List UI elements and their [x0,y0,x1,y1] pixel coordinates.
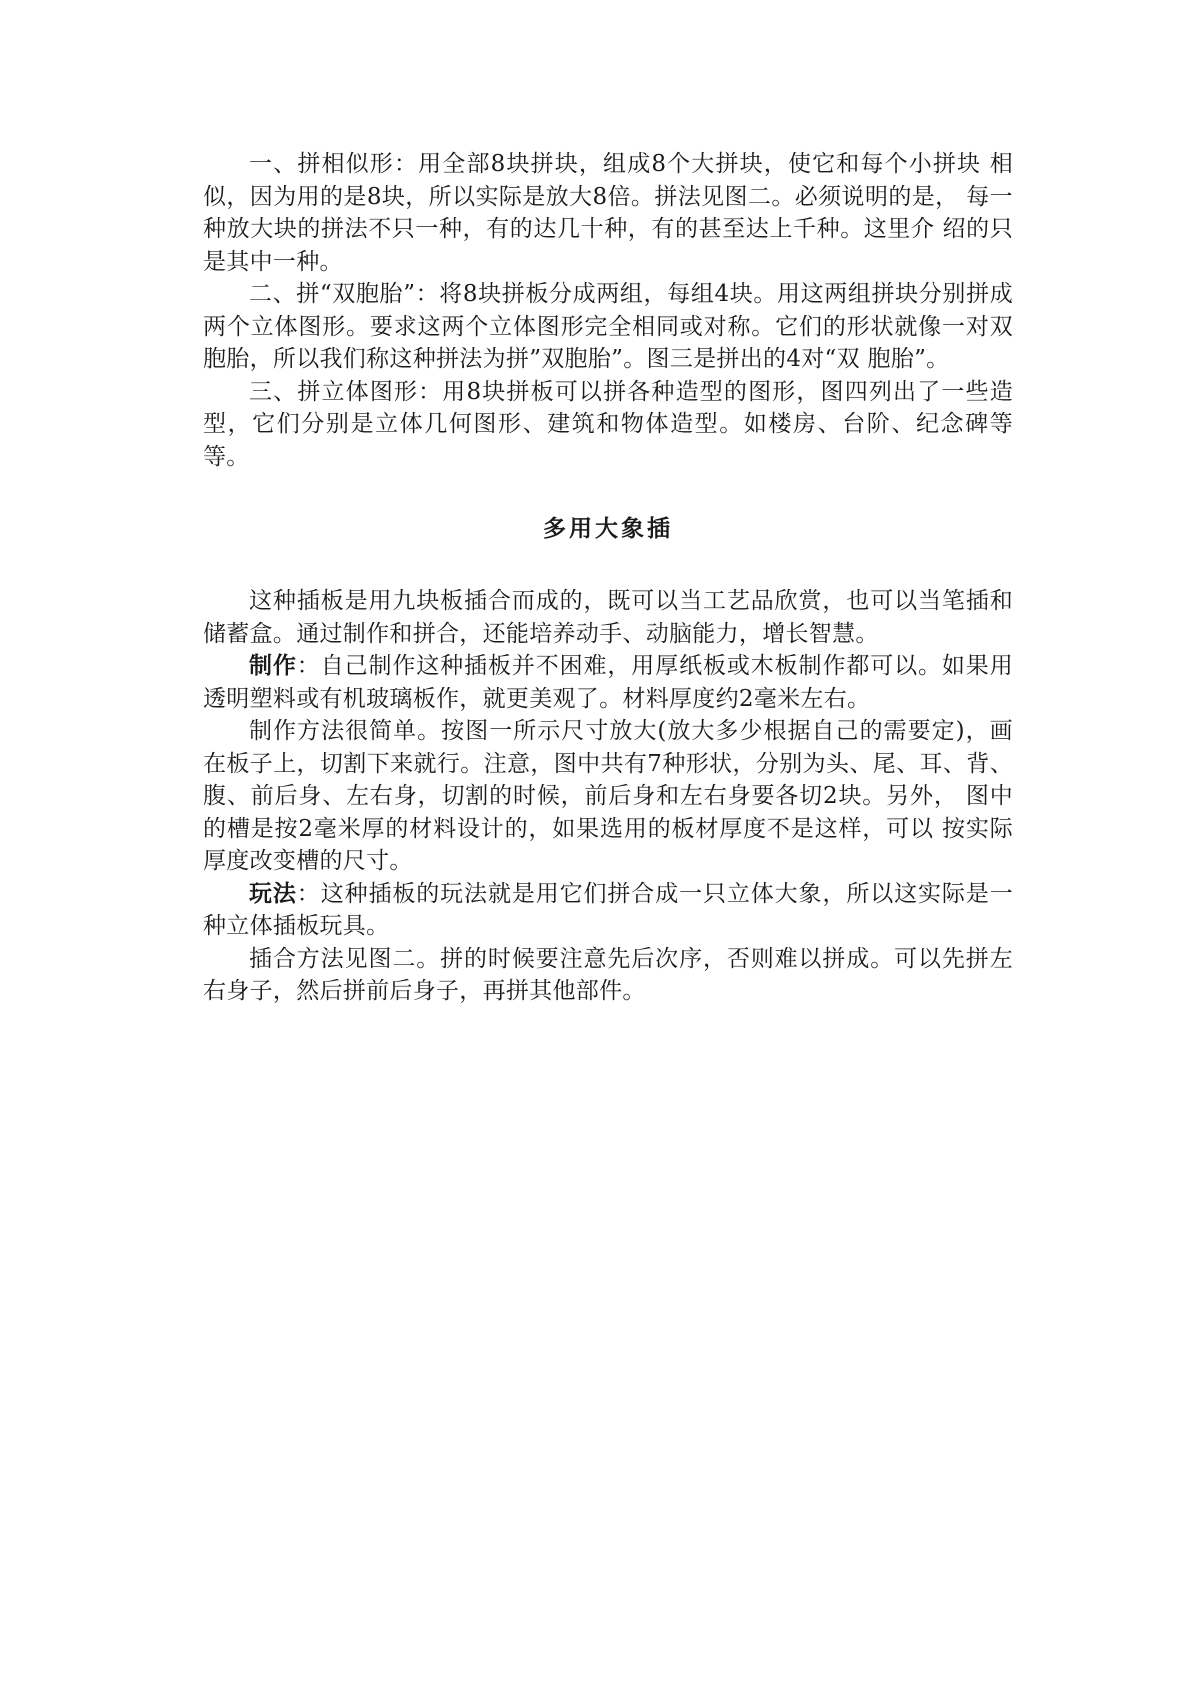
making-label: 制作 [249,653,297,679]
paragraph-intro: 这种插板是用九块板插合而成的，既可以当工艺品欣赏，也可以当笔插和储蓄盒。通过制作和拼合，还能培养动手、动脑能力，增长智慧。 [203,588,1013,647]
paragraph-twins: 二、拼“双胞胎”：将8块拼板分成两组，每组4块。用这两组拼块分别拼成两个立体图形。要求这两个立体图形完全相同或对称。它们的形状就像一对双胞胎，所以我们称这种拼法为拼”双胞胎”。图三是拼出的4对“双 胞胎”。 [203,281,1013,372]
paragraph-play [203,878,1013,943]
section-title: 多用大象插 [543,516,673,542]
document-page [203,148,1013,1008]
paragraph-making [203,650,1013,715]
paragraph-3d-shapes: 三、拼立体图形：用8块拼板可以拼各种造型的图形，图四列出了一些造型，它们分别是立体几何图形、建筑和物体造型。如楼房、台阶、纪念碑等等。 [203,378,1013,470]
play-text: ：这种插板的玩法就是用它们拼合成一只立体大象，所以这实际是一种立体插板玩具。 [203,880,1014,939]
making-text: ：自己制作这种插板并不困难，用厚纸板或木板制作都可以。如果用透明塑料或有机玻璃板作，就更美观了。材料厚度约2毫米左右。 [203,653,1014,712]
play-label: 玩法 [249,880,297,907]
paragraph-similar-shapes: 一、拼相似形：用全部8块拼块，组成8个大拼块，使它和每个小拼块 相似，因为用的是8块，所以实际是放大8倍。拼法见图二。必须说明的是， 每一种放大块的拼法不只一种，有的达几十种，有的甚至达上千种。这里介 绍的只是其中一种。 [203,151,1013,275]
paragraph-method: 制作方法很简单。按图一所示尺寸放大(放大多少根据自己的需要定)，画在板子上，切割下来就行。注意，图中共有7种形状，分别为头、尾、耳、背、腹、前后身、左右身，切割的时候，前后身和左右身要各切2块。另外， 图中的槽是按2毫米厚的材料设计的，如果选用的板材厚度不是这样，可以 按实际厚度改变槽的尺寸。 [203,718,1013,874]
paragraph-assembly: 插合方法见图二。拼的时候要注意先后次序，否则难以拼成。可以先拼左右身子，然后拼前后身子，再拼其他部件。 [203,945,1013,1004]
